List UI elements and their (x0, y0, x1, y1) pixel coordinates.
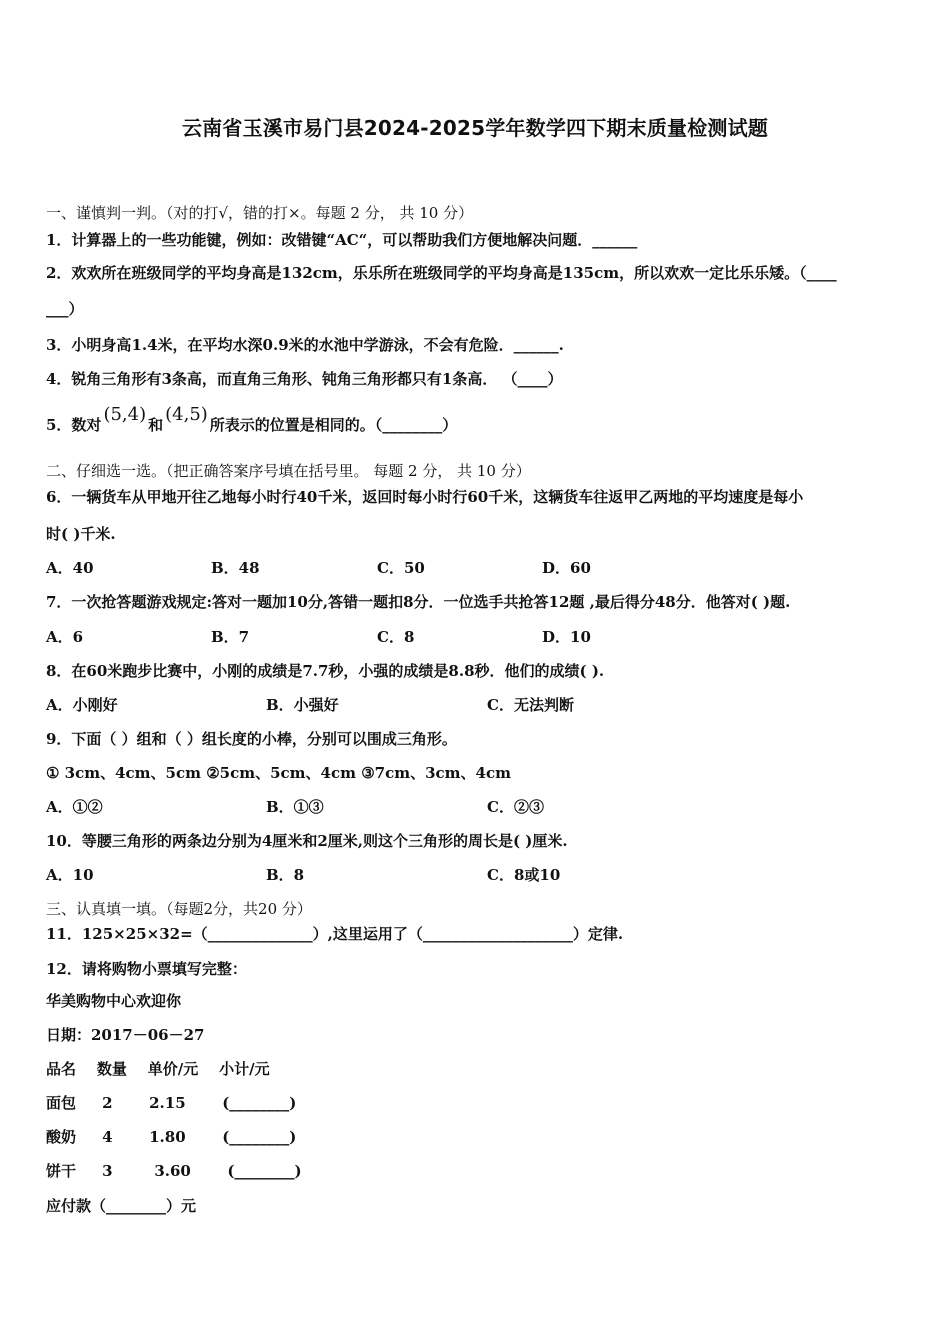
question-11: 11．125×25×32=（______________）,这里运用了（____________________）定律. (46, 925, 624, 943)
q10-option-b: B．8 (266, 866, 305, 884)
q6-option-b: B．48 (211, 559, 260, 577)
question-6: 6．一辆货车从甲地开往乙地每小时行40千米，返回时每小时行60千米，这辆货车往返甲乙两地的平均速度是每小 (46, 488, 804, 506)
q10-option-a: A．10 (46, 866, 94, 884)
question-1: 1．计算器上的一些功能键，例如：改错键“AC“，可以帮助我们方便地解决问题．______ (46, 231, 638, 249)
page-title: 云南省玉溪市易门县2024-2025学年数学四下期末质量检测试题 (181, 116, 769, 140)
q9-option-a: A．①② (46, 798, 103, 816)
coordinate-pair-2: (4,5) (165, 404, 208, 425)
q8-option-b: B．小强好 (266, 696, 339, 714)
q8-option-c: C．无法判断 (487, 696, 574, 714)
q10-option-c: C．8或10 (487, 866, 561, 884)
section2-header: 二、仔细选一选。（把正确答案序号填在括号里。 每题 2 分， 共 10 分） (46, 462, 531, 480)
receipt-total: 应付款（________）元 (46, 1197, 197, 1215)
q6-option-d: D．60 (542, 559, 591, 577)
receipt-row: 酸奶 4 1.80 (________) (46, 1128, 297, 1146)
q7-option-d: D．10 (542, 628, 591, 646)
question-5 (46, 404, 458, 435)
receipt-header: 品名 数量 单价/元 小计/元 (46, 1060, 270, 1078)
question-3: 3．小明身高1.4米，在平均水深0.9米的水池中学游泳，不会有危险．______. (46, 336, 564, 354)
question-12: 12．请将购物小票填写完整： (46, 960, 247, 978)
q9-option-b: B．①③ (266, 798, 324, 816)
question-5-prefix: 5．数对 (46, 416, 102, 434)
question-4: 4．锐角三角形有3条高，而直角三角形、钝角三角形都只有1条高． （____） (46, 370, 563, 388)
receipt-row: 饼干 3 3.60 (________) (46, 1162, 302, 1180)
question-9-sets: ① 3cm、4cm、5cm ②5cm、5cm、4cm ③7cm、3cm、4cm (46, 764, 511, 782)
section3-header: 三、认真填一填。（每题2分，共20 分） (46, 900, 312, 918)
question-5-suffix: 所表示的位置是相同的。（________） (209, 416, 458, 434)
q7-option-a: A．6 (46, 628, 84, 646)
question-2-cont: ___） (46, 300, 84, 318)
q7-option-b: B．7 (211, 628, 250, 646)
question-2: 2．欢欢所在班级同学的平均身高是132cm，乐乐所在班级同学的平均身高是135cm，所以欢欢一定比乐乐矮。（____ (46, 264, 837, 282)
question-10: 10．等腰三角形的两条边分别为4厘米和2厘米,则这个三角形的周长是( )厘米. (46, 832, 568, 850)
question-7: 7．一次抢答题游戏规定:答对一题加10分,答错一题扣8分．一位选手共抢答12题 ,最后得分48分．他答对( )题. (46, 593, 791, 611)
q6-option-a: A．40 (46, 559, 94, 577)
q9-option-c: C．②③ (487, 798, 544, 816)
question-9: 9．下面（ ）组和（ ）组长度的小棒，分别可以围成三角形。 (46, 730, 457, 748)
receipt-date: 日期：2017－06－27 (46, 1026, 205, 1044)
q7-option-c: C．8 (377, 628, 415, 646)
receipt-title: 华美购物中心欢迎你 (46, 992, 182, 1010)
receipt-row: 面包 2 2.15 (________) (46, 1094, 297, 1112)
question-8: 8．在60米跑步比赛中，小刚的成绩是7.7秒，小强的成绩是8.8秒．他们的成绩( ). (46, 662, 605, 680)
question-5-mid: 和 (148, 416, 164, 434)
q6-option-c: C．50 (377, 559, 425, 577)
question-6-cont: 时( )千米. (46, 525, 116, 543)
section1-header: 一、谨慎判一判。（对的打√，错的打×。每题 2 分， 共 10 分） (46, 204, 474, 222)
q8-option-a: A．小刚好 (46, 696, 118, 714)
coordinate-pair-1: (5,4) (103, 404, 147, 425)
